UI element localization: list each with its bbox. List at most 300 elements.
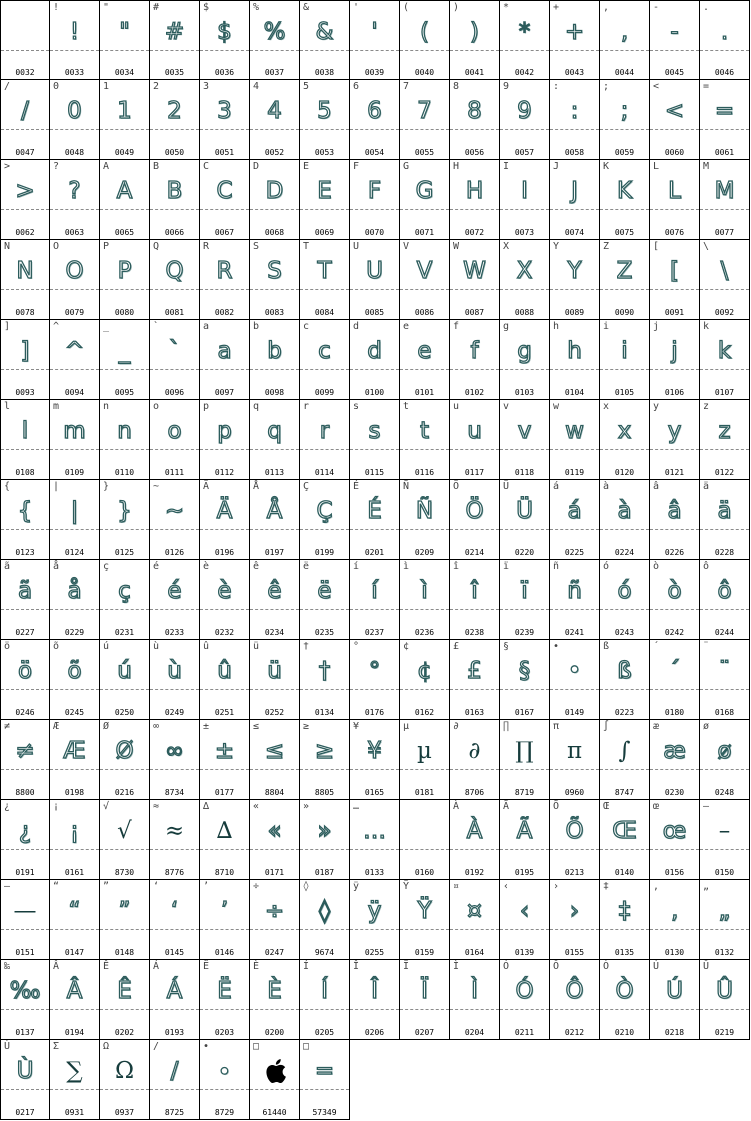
glyph-cell bbox=[350, 240, 400, 320]
glyph-cell bbox=[250, 720, 300, 800]
glyph-label: ± bbox=[203, 721, 210, 732]
glyph-code: 0216 bbox=[114, 788, 135, 797]
baseline-divider bbox=[650, 1009, 699, 1010]
glyph-label: î bbox=[453, 561, 460, 572]
glyph-sample: x bbox=[617, 418, 632, 444]
glyph-code: 0046 bbox=[714, 68, 735, 77]
glyph-label: Z bbox=[603, 241, 610, 252]
baseline-divider bbox=[250, 1089, 299, 1090]
glyph-code: 0073 bbox=[514, 228, 535, 237]
glyph-cell bbox=[300, 960, 350, 1040]
glyph-code: 0213 bbox=[564, 868, 585, 877]
glyph-sample: ù bbox=[167, 658, 182, 684]
glyph-sample: q bbox=[267, 418, 282, 444]
glyph-sample: Ã bbox=[516, 818, 533, 844]
glyph-sample: , bbox=[620, 19, 629, 45]
glyph-sample: ë bbox=[317, 578, 332, 604]
glyph-sample: 4 bbox=[267, 98, 282, 124]
glyph-code: 0219 bbox=[714, 1028, 735, 1037]
glyph-label: À bbox=[453, 801, 460, 812]
baseline-divider bbox=[250, 929, 299, 930]
glyph-sample: : bbox=[570, 98, 579, 124]
glyph-cell bbox=[250, 1040, 300, 1120]
glyph-label: > bbox=[4, 161, 11, 172]
glyph-sample: ∑ bbox=[66, 1058, 83, 1084]
glyph-label: ë bbox=[303, 561, 310, 572]
glyph-cell bbox=[150, 720, 200, 800]
baseline-divider bbox=[100, 849, 149, 850]
baseline-divider bbox=[450, 129, 499, 130]
baseline-divider bbox=[700, 849, 749, 850]
glyph-label: Ô bbox=[553, 961, 560, 972]
glyph-sample: Ö bbox=[465, 498, 484, 524]
glyph-code: 8800 bbox=[15, 788, 35, 797]
glyph-code: 57349 bbox=[312, 1108, 337, 1117]
glyph-code: 0035 bbox=[164, 68, 185, 77]
glyph-label: T bbox=[303, 241, 310, 252]
glyph-label: # bbox=[153, 2, 160, 13]
glyph-code: 0148 bbox=[114, 948, 135, 957]
glyph-label: F bbox=[353, 161, 360, 172]
glyph-code: 0212 bbox=[564, 1028, 585, 1037]
baseline-divider bbox=[50, 529, 99, 530]
glyph-code: 0098 bbox=[264, 388, 285, 397]
baseline-divider bbox=[550, 449, 599, 450]
glyph-code: 0087 bbox=[464, 308, 485, 317]
glyph-label: ( bbox=[403, 2, 410, 13]
glyph-code: 0044 bbox=[614, 68, 635, 77]
glyph-code: 0230 bbox=[664, 788, 685, 797]
glyph-code: 0078 bbox=[15, 308, 35, 317]
glyph-label: O bbox=[53, 241, 60, 252]
glyph-label: Á bbox=[153, 961, 160, 972]
glyph-cell bbox=[600, 560, 650, 640]
glyph-sample: ` bbox=[168, 338, 181, 364]
glyph-cell bbox=[0, 800, 50, 880]
glyph-label: Œ bbox=[603, 801, 610, 812]
glyph-cell bbox=[650, 560, 700, 640]
glyph-cell bbox=[600, 880, 650, 960]
glyph-code: 0037 bbox=[264, 68, 285, 77]
glyph-label: ] bbox=[4, 321, 11, 332]
glyph-cell bbox=[150, 0, 200, 80]
glyph-cell bbox=[200, 0, 250, 80]
baseline-divider bbox=[150, 369, 199, 370]
glyph-label: 7 bbox=[403, 81, 410, 92]
glyph-sample: Ì bbox=[471, 978, 478, 1004]
glyph-label: ‰ bbox=[4, 961, 11, 972]
glyph-cell bbox=[300, 560, 350, 640]
glyph-label: y bbox=[653, 401, 660, 412]
glyph-cell bbox=[450, 400, 500, 480]
glyph-label: { bbox=[4, 481, 11, 492]
baseline-divider bbox=[1, 929, 49, 930]
glyph-sample bbox=[1, 15, 49, 49]
glyph-cell bbox=[550, 80, 600, 160]
glyph-code: 0085 bbox=[364, 308, 385, 317]
glyph-label: ä bbox=[703, 481, 710, 492]
glyph-label: é bbox=[153, 561, 160, 572]
glyph-label: « bbox=[253, 801, 260, 812]
baseline-divider bbox=[300, 289, 349, 290]
glyph-cell bbox=[550, 480, 600, 560]
glyph-sample: ≠ bbox=[15, 738, 35, 764]
glyph-label: Ï bbox=[403, 961, 410, 972]
glyph-label: ∫ bbox=[603, 721, 610, 732]
glyph-label: ! bbox=[53, 2, 60, 13]
glyph-cell bbox=[100, 560, 150, 640]
glyph-sample: ° bbox=[368, 658, 381, 684]
glyph-label: ‹ bbox=[503, 881, 510, 892]
glyph-code: 0097 bbox=[214, 388, 235, 397]
glyph-sample: p bbox=[217, 418, 232, 444]
glyph-sample: 7 bbox=[417, 98, 432, 124]
glyph-code: 0163 bbox=[464, 708, 485, 717]
glyph-label: á bbox=[553, 481, 560, 492]
glyph-code: 0236 bbox=[414, 628, 435, 637]
glyph-label: + bbox=[553, 2, 560, 13]
glyph-cell bbox=[650, 800, 700, 880]
glyph-cell bbox=[400, 880, 450, 960]
glyph-label: Ä bbox=[203, 481, 210, 492]
glyph-sample: D bbox=[265, 178, 284, 204]
glyph-cell bbox=[450, 800, 500, 880]
baseline-divider bbox=[1, 689, 49, 690]
glyph-sample: 9 bbox=[517, 98, 532, 124]
glyph-label: 3 bbox=[203, 81, 210, 92]
baseline-divider bbox=[500, 129, 549, 130]
baseline-divider bbox=[250, 50, 299, 51]
glyph-code: 0084 bbox=[314, 308, 335, 317]
glyph-cell bbox=[600, 0, 650, 80]
glyph-code: 0226 bbox=[664, 548, 685, 557]
glyph-code: 0076 bbox=[664, 228, 685, 237]
glyph-sample: f bbox=[470, 338, 479, 364]
glyph-code: 0224 bbox=[614, 548, 635, 557]
glyph-sample: ≥ bbox=[314, 738, 335, 764]
glyph-code: 0155 bbox=[564, 948, 585, 957]
glyph-code: 0056 bbox=[464, 148, 485, 157]
glyph-cell bbox=[500, 80, 550, 160]
glyph-cell bbox=[500, 240, 550, 320]
glyph-label: L bbox=[653, 161, 660, 172]
glyph-label: ÿ bbox=[353, 881, 360, 892]
glyph-sample: j bbox=[671, 338, 678, 364]
glyph-sample: ^ bbox=[64, 338, 85, 364]
glyph-code: 0052 bbox=[264, 148, 285, 157]
glyph-code: 0234 bbox=[264, 628, 285, 637]
glyph-sample: » bbox=[317, 818, 332, 844]
glyph-cell bbox=[350, 800, 400, 880]
glyph-sample: ï bbox=[521, 578, 528, 604]
glyph-cell bbox=[100, 80, 150, 160]
glyph-sample: Z bbox=[616, 258, 633, 284]
glyph-sample: ( bbox=[420, 19, 429, 45]
glyph-code: 8805 bbox=[314, 788, 335, 797]
glyph-label: ¥ bbox=[353, 721, 360, 732]
glyph-code: 0042 bbox=[514, 68, 535, 77]
glyph-sample: { bbox=[17, 498, 33, 524]
glyph-label: s bbox=[353, 401, 360, 412]
glyph-label: Ù bbox=[4, 1041, 11, 1052]
baseline-divider bbox=[550, 609, 599, 610]
glyph-cell bbox=[550, 960, 600, 1040]
glyph-label: ~ bbox=[153, 481, 160, 492]
glyph-cell bbox=[0, 1040, 50, 1120]
glyph-cell bbox=[400, 240, 450, 320]
glyph-code: 0082 bbox=[214, 308, 235, 317]
glyph-cell bbox=[100, 240, 150, 320]
glyph-cell bbox=[550, 720, 600, 800]
baseline-divider bbox=[200, 1089, 249, 1090]
glyph-code: 0088 bbox=[514, 308, 535, 317]
baseline-divider bbox=[650, 929, 699, 930]
glyph-cell bbox=[150, 1040, 200, 1120]
glyph-cell bbox=[450, 960, 500, 1040]
glyph-cell bbox=[700, 160, 750, 240]
baseline-divider bbox=[100, 1089, 149, 1090]
glyph-sample: ¿ bbox=[18, 818, 32, 844]
glyph-sample: ; bbox=[620, 98, 629, 124]
glyph-cell bbox=[150, 400, 200, 480]
glyph-sample: π bbox=[566, 738, 583, 764]
glyph-sample: É bbox=[367, 498, 382, 524]
glyph-code: 0255 bbox=[364, 948, 385, 957]
glyph-label: " bbox=[103, 2, 110, 13]
glyph-code: 0207 bbox=[414, 1028, 435, 1037]
glyph-sample: Ï bbox=[421, 978, 428, 1004]
glyph-sample: v bbox=[517, 418, 532, 444]
glyph-sample: ) bbox=[470, 19, 479, 45]
glyph-label: K bbox=[603, 161, 610, 172]
glyph-code: 0196 bbox=[214, 548, 235, 557]
glyph-cell bbox=[300, 320, 350, 400]
glyph-code: 0081 bbox=[164, 308, 185, 317]
glyph-code: 0176 bbox=[364, 708, 385, 717]
glyph-sample: é bbox=[167, 578, 182, 604]
glyph-cell bbox=[500, 880, 550, 960]
glyph-label: ò bbox=[653, 561, 660, 572]
glyph-code: 0053 bbox=[314, 148, 335, 157]
glyph-label: ÷ bbox=[253, 881, 260, 892]
glyph-sample: ‹ bbox=[519, 898, 530, 924]
glyph-sample: ∞ bbox=[164, 738, 185, 764]
glyph-sample: æ bbox=[663, 738, 686, 764]
glyph-sample: G bbox=[415, 178, 434, 204]
glyph-code: 0162 bbox=[414, 708, 435, 717]
glyph-cell bbox=[700, 400, 750, 480]
glyph-label: Ú bbox=[653, 961, 660, 972]
glyph-sample: • bbox=[567, 658, 582, 684]
glyph-label: ê bbox=[253, 561, 260, 572]
baseline-divider bbox=[500, 1009, 549, 1010]
baseline-divider bbox=[100, 369, 149, 370]
glyph-code: 0242 bbox=[664, 628, 685, 637]
glyph-cell bbox=[350, 320, 400, 400]
baseline-divider bbox=[1, 209, 49, 210]
glyph-code: 0066 bbox=[164, 228, 185, 237]
glyph-cell bbox=[150, 320, 200, 400]
glyph-sample: ~ bbox=[164, 498, 185, 524]
glyph-code: 0191 bbox=[15, 868, 35, 877]
glyph-cell bbox=[650, 400, 700, 480]
glyph-cell bbox=[400, 480, 450, 560]
baseline-divider bbox=[700, 689, 749, 690]
glyph-label: ã bbox=[4, 561, 11, 572]
glyph-cell bbox=[650, 160, 700, 240]
glyph-cell bbox=[300, 400, 350, 480]
glyph-cell bbox=[500, 160, 550, 240]
glyph-code: 0171 bbox=[264, 868, 285, 877]
glyph-label: µ bbox=[403, 721, 410, 732]
glyph-code: 0220 bbox=[514, 548, 535, 557]
baseline-divider bbox=[200, 929, 249, 930]
glyph-cell bbox=[400, 0, 450, 80]
glyph-cell bbox=[550, 320, 600, 400]
glyph-sample: ì bbox=[421, 578, 428, 604]
glyph-cell bbox=[50, 80, 100, 160]
glyph-label: Ø bbox=[103, 721, 110, 732]
glyph-sample: à bbox=[617, 498, 632, 524]
glyph-label: V bbox=[403, 241, 410, 252]
glyph-code: 0241 bbox=[564, 628, 585, 637]
glyph-cell bbox=[100, 320, 150, 400]
glyph-sample: œ bbox=[662, 818, 687, 844]
glyph-label: P bbox=[103, 241, 110, 252]
baseline-divider bbox=[300, 849, 349, 850]
glyph-code: 0059 bbox=[614, 148, 635, 157]
baseline-divider bbox=[650, 369, 699, 370]
glyph-sample: Æ bbox=[63, 738, 86, 764]
glyph-code: 0167 bbox=[514, 708, 535, 717]
glyph-label: q bbox=[253, 401, 260, 412]
glyph-sample: g bbox=[517, 338, 532, 364]
glyph-sample: Ú bbox=[666, 978, 683, 1004]
glyph-sample: ¨ bbox=[718, 658, 731, 684]
glyph-cell bbox=[200, 960, 250, 1040]
glyph-sample: s bbox=[368, 418, 381, 444]
glyph-sample: … bbox=[363, 818, 386, 844]
glyph-cell bbox=[500, 800, 550, 880]
baseline-divider bbox=[250, 1009, 299, 1010]
glyph-cell bbox=[350, 880, 400, 960]
glyph-sample: - bbox=[670, 19, 679, 45]
baseline-divider bbox=[650, 529, 699, 530]
glyph-code: 0233 bbox=[164, 628, 185, 637]
glyph-cell bbox=[200, 240, 250, 320]
glyph-label: õ bbox=[53, 641, 60, 652]
glyph-cell bbox=[250, 240, 300, 320]
glyph-sample: o bbox=[167, 418, 182, 444]
glyph-sample: ü bbox=[267, 658, 282, 684]
glyph-code: 0062 bbox=[15, 228, 35, 237]
baseline-divider bbox=[350, 50, 399, 51]
glyph-cell bbox=[350, 160, 400, 240]
glyph-sample: ò bbox=[667, 578, 682, 604]
baseline-divider bbox=[100, 1009, 149, 1010]
glyph-cell bbox=[50, 480, 100, 560]
glyph-sample: ≈ bbox=[164, 818, 185, 844]
glyph-sample: Î bbox=[371, 978, 378, 1004]
glyph-sample: Ó bbox=[515, 978, 534, 1004]
glyph-cell bbox=[450, 640, 500, 720]
glyph-code: 8734 bbox=[164, 788, 185, 797]
glyph-code: 0205 bbox=[314, 1028, 335, 1037]
glyph-code: 0231 bbox=[114, 628, 135, 637]
glyph-sample: â bbox=[667, 498, 682, 524]
glyph-cell bbox=[150, 560, 200, 640]
glyph-cell bbox=[500, 960, 550, 1040]
glyph-sample: > bbox=[15, 178, 35, 204]
glyph-label: v bbox=[503, 401, 510, 412]
glyph-cell bbox=[100, 480, 150, 560]
glyph-label: M bbox=[703, 161, 710, 172]
glyph-sample: ¤ bbox=[467, 898, 482, 924]
glyph-cell bbox=[300, 80, 350, 160]
glyph-sample: r bbox=[319, 418, 330, 444]
baseline-divider bbox=[100, 609, 149, 610]
baseline-divider bbox=[200, 849, 249, 850]
glyph-label: a bbox=[203, 321, 210, 332]
glyph-code: 0237 bbox=[364, 628, 385, 637]
glyph-sample: u bbox=[467, 418, 482, 444]
baseline-divider bbox=[400, 129, 449, 130]
glyph-cell bbox=[350, 560, 400, 640]
baseline-divider bbox=[700, 449, 749, 450]
baseline-divider bbox=[150, 609, 199, 610]
baseline-divider bbox=[650, 769, 699, 770]
baseline-divider bbox=[300, 529, 349, 530]
baseline-divider bbox=[350, 449, 399, 450]
glyph-cell bbox=[350, 720, 400, 800]
glyph-cell bbox=[500, 320, 550, 400]
glyph-code: 0239 bbox=[514, 628, 535, 637]
baseline-divider bbox=[200, 529, 249, 530]
glyph-cell bbox=[700, 640, 750, 720]
glyph-code: 61440 bbox=[262, 1108, 287, 1117]
glyph-cell bbox=[400, 720, 450, 800]
glyph-cell bbox=[350, 960, 400, 1040]
glyph-code: 0228 bbox=[714, 548, 735, 557]
glyph-sample: ∫ bbox=[618, 738, 631, 764]
glyph-sample: | bbox=[70, 498, 79, 524]
glyph-cell bbox=[250, 800, 300, 880]
glyph-code: 0244 bbox=[714, 628, 735, 637]
glyph-cell bbox=[150, 240, 200, 320]
glyph-code: 0068 bbox=[264, 228, 285, 237]
glyph-sample: ´ bbox=[668, 658, 681, 684]
glyph-cell bbox=[250, 80, 300, 160]
glyph-sample: M bbox=[714, 178, 735, 204]
glyph-cell bbox=[200, 880, 250, 960]
glyph-cell bbox=[200, 400, 250, 480]
glyph-code: 0211 bbox=[514, 1028, 535, 1037]
glyph-code: 0149 bbox=[564, 708, 585, 717]
glyph-cell bbox=[250, 400, 300, 480]
glyph-code: 0048 bbox=[64, 148, 85, 157]
glyph-cell bbox=[0, 80, 50, 160]
glyph-code: 0110 bbox=[114, 468, 135, 477]
baseline-divider bbox=[200, 449, 249, 450]
baseline-divider bbox=[50, 929, 99, 930]
glyph-code: 0069 bbox=[314, 228, 335, 237]
glyph-cell bbox=[250, 960, 300, 1040]
glyph-label: l bbox=[4, 401, 11, 412]
glyph-cell bbox=[200, 800, 250, 880]
glyph-label: í bbox=[353, 561, 360, 572]
glyph-label: R bbox=[203, 241, 210, 252]
baseline-divider bbox=[100, 689, 149, 690]
